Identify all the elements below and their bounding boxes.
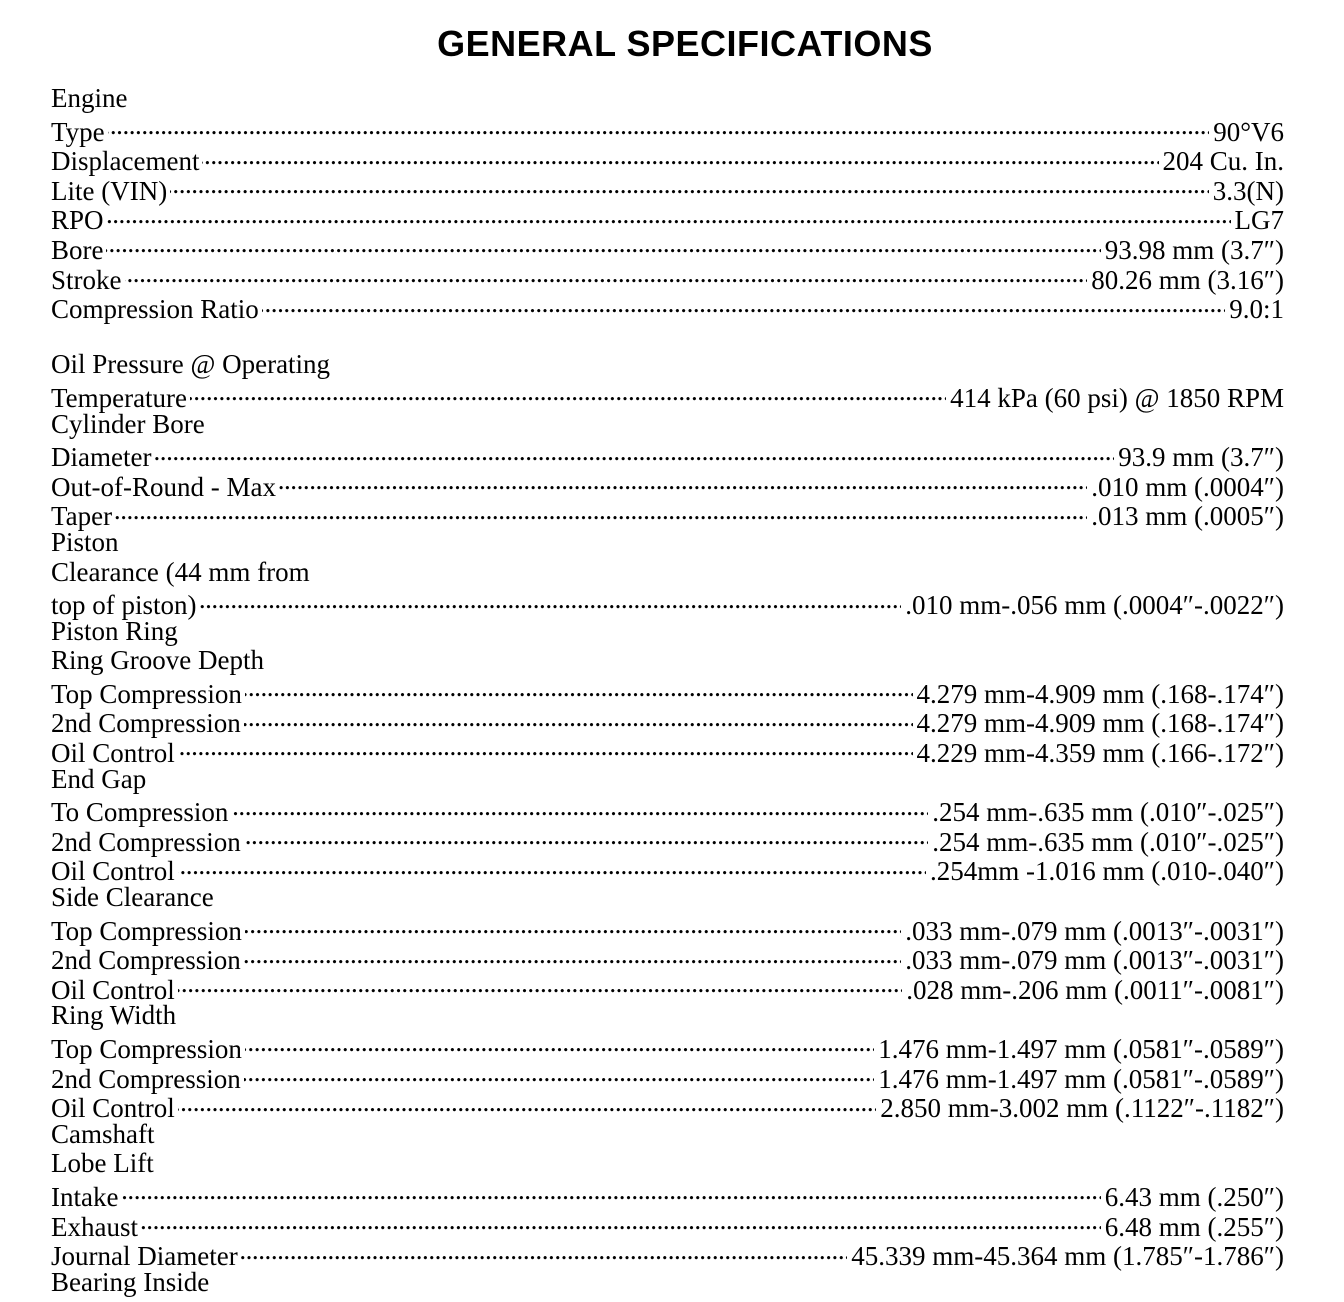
spec-value: .254 mm-.635 mm (.010″-.025″) — [932, 797, 1284, 828]
spec-label: Bore — [51, 234, 104, 265]
dot-leader — [106, 232, 1100, 259]
spec-label: Compression Ratio — [51, 294, 259, 325]
dot-leader — [245, 913, 901, 940]
spec-label: Top Compression — [51, 1034, 242, 1064]
section-heading: Lobe Lift — [51, 1148, 154, 1179]
spec-label: Temperature — [51, 382, 188, 413]
spec-row — [51, 735, 1284, 769]
dot-leader — [121, 1179, 1100, 1206]
spec-label: Oil Control — [51, 1093, 175, 1124]
spec-label: top of piston) — [51, 590, 197, 621]
dot-leader — [115, 498, 1087, 525]
spec-row — [51, 232, 1284, 265]
section-heading: Clearance (44 mm from — [51, 556, 310, 587]
section-heading: Ring Width — [51, 1000, 177, 1031]
spec-label: Out-of-Round - Max — [51, 471, 276, 502]
spec-value: 9.0:1 — [1229, 294, 1284, 325]
spec-label: Diameter — [51, 442, 152, 473]
spec-row — [51, 942, 1284, 976]
dot-leader — [202, 143, 1158, 170]
dot-leader — [231, 794, 928, 821]
spec-row — [51, 439, 1284, 473]
spec-row — [51, 114, 1284, 147]
spec-label: Exhaust — [51, 1211, 138, 1242]
spec-value: 80.26 mm (3.16″) — [1091, 264, 1284, 295]
dot-leader — [178, 972, 903, 999]
spec-value: LG7 — [1234, 205, 1284, 236]
section-heading: Cylinder Bore — [51, 408, 205, 439]
spec-row — [51, 202, 1284, 236]
spec-value: 1.476 mm-1.497 mm (.0581″-.0589″) — [878, 1063, 1284, 1094]
spec-value: 4.229 mm-4.359 mm (.166-.172″) — [916, 738, 1284, 769]
spec-label: Oil Control — [51, 856, 175, 887]
spec-row — [51, 587, 1284, 621]
spec-row — [51, 173, 1284, 206]
spec-row — [51, 676, 1284, 709]
spec-row — [51, 913, 1284, 946]
dot-leader — [154, 439, 1114, 466]
spec-row — [51, 794, 1284, 828]
spec-value: 45.339 mm-45.364 mm (1.785″-1.786″) — [851, 1241, 1284, 1272]
spec-label: Oil Control — [51, 738, 175, 769]
spec-label: Top Compression — [51, 915, 242, 946]
spec-label: Displacement — [51, 146, 200, 177]
spec-row — [51, 972, 1284, 1005]
spec-value: 93.9 mm (3.7″) — [1118, 442, 1284, 473]
dot-leader — [170, 173, 1209, 200]
spec-row — [51, 262, 1284, 295]
spec-value: .028 mm-.206 mm (.0011″-.0081″) — [906, 974, 1284, 1005]
spec-label: Taper — [51, 501, 113, 532]
spec-label: 2nd Compression — [51, 945, 241, 976]
spec-label: To Compression — [51, 797, 229, 828]
spec-row — [51, 1031, 1284, 1064]
spec-row — [51, 853, 1284, 887]
spec-label: 2nd Compression — [51, 1063, 241, 1094]
spacer — [51, 321, 1284, 351]
spec-value: .033 mm-.079 mm (.0013″-.0031″) — [905, 945, 1284, 976]
dot-leader — [125, 262, 1088, 289]
spec-row — [51, 705, 1284, 739]
spec-row — [51, 291, 1284, 325]
dot-leader — [245, 676, 913, 703]
dot-leader — [178, 735, 913, 762]
spec-value: 2.850 mm-3.002 mm (.1122″-.1182″) — [880, 1093, 1284, 1124]
dot-leader — [244, 942, 902, 969]
spec-value: .033 mm-.079 mm (.0013″-.0031″) — [905, 915, 1284, 946]
dot-leader — [279, 469, 1087, 496]
spec-value: 4.279 mm-4.909 mm (.168-.174″) — [916, 678, 1284, 709]
spec-label: Intake — [51, 1181, 119, 1212]
spec-label: Top Compression — [51, 678, 242, 709]
section-heading: Camshaft — [51, 1118, 155, 1149]
spec-row — [51, 1179, 1284, 1212]
section-heading: Piston Ring — [51, 615, 178, 646]
section-heading: Piston — [51, 526, 119, 557]
spec-row — [51, 1090, 1284, 1124]
spec-row — [51, 469, 1284, 502]
spec-row — [51, 1238, 1284, 1272]
spec-label: Oil Control — [51, 974, 175, 1005]
section-heading: Ring Groove Depth — [51, 645, 264, 676]
dot-leader — [262, 291, 1225, 318]
spec-value: 4.279 mm-4.909 mm (.168-.174″) — [916, 708, 1284, 739]
spec-value: .010 mm (.0004″) — [1091, 471, 1284, 502]
spec-row — [51, 1209, 1284, 1242]
spec-label: RPO — [51, 205, 104, 236]
spec-label: Journal Diameter — [51, 1241, 238, 1272]
dot-leader — [178, 853, 926, 880]
dot-leader — [245, 1031, 874, 1058]
spec-value: 93.98 mm (3.7″) — [1104, 234, 1284, 265]
section-heading: Engine — [51, 83, 128, 113]
section-heading: Oil Pressure @ Operating — [51, 349, 331, 380]
spec-row — [51, 824, 1284, 857]
dot-leader — [200, 587, 902, 614]
spec-row — [51, 380, 1284, 413]
dot-leader — [241, 1238, 848, 1265]
section-heading: Bearing Inside — [51, 1266, 210, 1297]
spec-label: Stroke — [51, 264, 122, 295]
dot-leader — [141, 1209, 1101, 1236]
spec-value: 3.3(N) — [1212, 175, 1284, 206]
dot-leader — [108, 114, 1210, 141]
spec-label: Lite (VIN) — [51, 175, 168, 206]
spec-value: 204 Cu. In. — [1162, 146, 1284, 177]
spec-value: 1.476 mm-1.497 mm (.0581″-.0589″) — [878, 1034, 1284, 1064]
dot-leader — [190, 380, 946, 407]
spec-list — [51, 84, 1284, 1297]
dot-leader — [244, 705, 913, 732]
spec-value: .010 mm-.056 mm (.0004″-.0022″) — [905, 590, 1284, 621]
spec-value: 6.48 mm (.255″) — [1104, 1211, 1284, 1242]
section-heading: End Gap — [51, 763, 147, 794]
section-heading: Side Clearance — [51, 882, 214, 913]
spec-value: .013 mm (.0005″) — [1091, 501, 1284, 532]
dot-leader — [244, 824, 929, 851]
spec-value: 414 kPa (60 psi) @ 1850 RPM — [950, 382, 1284, 413]
spec-row — [51, 1061, 1284, 1094]
spec-value: .254mm -1.016 mm (.010-.040″) — [930, 856, 1284, 887]
spec-row — [51, 143, 1284, 177]
dot-leader — [107, 202, 1231, 229]
spec-value: 6.43 mm (.250″) — [1104, 1181, 1284, 1212]
spec-label: 2nd Compression — [51, 826, 241, 857]
spec-value: 90°V6 — [1213, 116, 1284, 147]
spec-value: .254 mm-.635 mm (.010″-.025″) — [932, 826, 1284, 857]
spec-label: Type — [51, 116, 105, 147]
spec-row — [51, 498, 1284, 532]
dot-leader — [244, 1061, 875, 1088]
spec-label: 2nd Compression — [51, 708, 241, 739]
page-title: GENERAL SPECIFICATIONS — [437, 23, 933, 64]
dot-leader — [178, 1090, 877, 1117]
